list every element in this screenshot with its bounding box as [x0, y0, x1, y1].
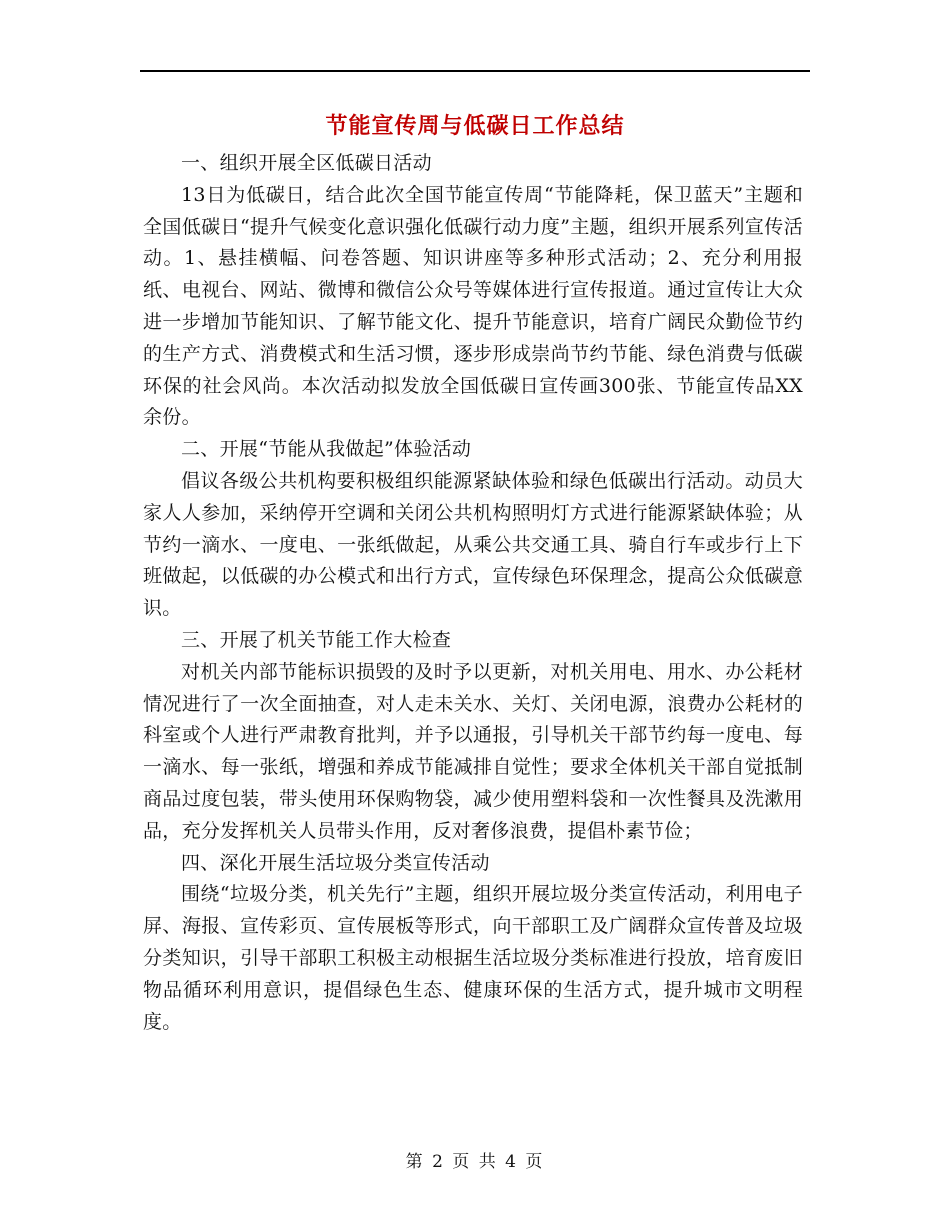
section-body-1: 13日为低碳日，结合此次全国节能宣传周“节能降耗，保卫蓝天”主题和全国低碳日“提升气候变化意识强化低碳行动力度”主题，组织开展系列宣传活动。1、悬挂横幅、问卷答题、知识讲座等多种形式活动；2、充分利用报纸、电视台、网站、微博和微信公众号等媒体进行宣传报道。通过宣传让大众进一步增加节能知识、了解节能文化、提升节能意识，培育广阔民众勤俭节约的生产方式、消费模式和生活习惯，逐步形成崇尚节约节能、绿色消费与低碳环保的社会风尚。本次活动拟发放全国低碳日宣传画300张、节能宣传品XX余份。 — [143, 183, 803, 429]
section-heading-4: 四、深化开展生活垃圾分类宣传活动 — [181, 851, 490, 874]
section-body-3: 对机关内部节能标识损毁的及时予以更新，对机关用电、用水、办公耗材情况进行了一次全面抽查，对人走未关水、关灯、关闭电源，浪费办公耗材的科室或个人进行严肃教育批判，并予以通报，引导机关干部节约每一度电、每一滴水、每一张纸，增强和养成节能减排自觉性；要求全体机关干部自觉抵制商品过度包装，带头使用环保购物袋，减少使用塑料袋和一次性餐具及洗漱用品，充分发挥机关人员带头作用，反对奢侈浪费，提倡朴素节俭； — [143, 660, 803, 842]
section-body-2: 倡议各级公共机构要积极组织能源紧缺体验和绿色低碳出行活动。动员大家人人参加，采纳停开空调和关闭公共机构照明灯方式进行能源紧缺体验；从节约一滴水、一度电、一张纸做起，从乘公共交通工具、骑自行车或步行上下班做起，以低碳的办公模式和出行方式，宣传绿色环保理念，提高公众低碳意识。 — [143, 469, 803, 620]
section-body-4: 围绕“垃圾分类，机关先行”主题，组织开展垃圾分类宣传活动，利用电子屏、海报、宣传彩页、宣传展板等形式，向干部职工及广阔群众宣传普及垃圾分类知识，引导干部职工积极主动根据生活垃圾分类标准进行投放，培育废旧物品循环利用意识，提倡绿色生态、健康环保的生活方式，提升城市文明程度。 — [143, 883, 803, 1033]
section-heading-3: 三、开展了机关节能工作大检查 — [181, 628, 452, 651]
section-heading-2: 二、开展“节能从我做起”体验活动 — [181, 438, 472, 461]
header-rule — [140, 70, 810, 72]
document-body — [143, 148, 803, 1038]
page-title: 节能宣传周与低碳日工作总结 — [325, 113, 625, 139]
page-footer: 第 2 页 共 4 页 — [405, 1152, 545, 1172]
section-heading-1: 一、组织开展全区低碳日活动 — [181, 152, 432, 174]
